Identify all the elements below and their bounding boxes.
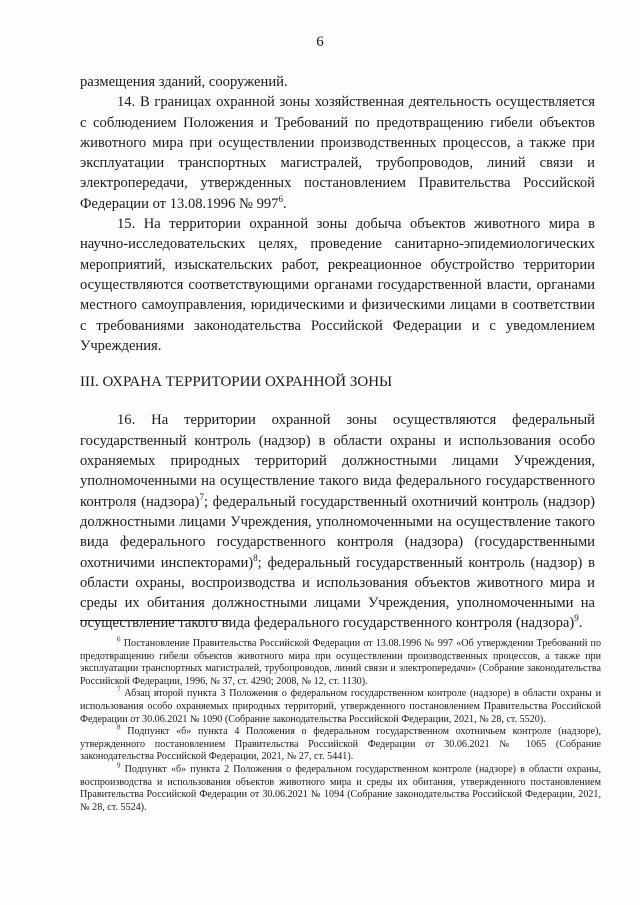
footnote-mark: 9 bbox=[117, 761, 121, 770]
footnote-text: Подпункт «б» пункта 2 Положения о федеральном государственном контроле (надзоре) в области охраны, воспроизводства и использования объектов животного мира и среды их обитания, утвержденного постановлением Правительства Российской Федерации от 30.06.2021 № 1094 (Собрание законодательства Российской Федерации, 2021, № 28, ст. 5524). bbox=[80, 763, 601, 813]
footnotes bbox=[80, 635, 601, 814]
footnote-9 bbox=[80, 761, 601, 814]
footnote-text: Подпункт «б» пункта 4 Положения о федеральном государственном охотничьем контроле (надзоре), утвержденного постановлением Правительства Российской Федерации от 30.06.2021 № 1065 (Собрание законодательства Российской Федерации, 2021, № 27, ст. 5441). bbox=[80, 726, 601, 763]
footnote-ref-9: 9 bbox=[574, 613, 579, 624]
paragraph-13-end: размещения зданий, сооружений. bbox=[80, 74, 288, 90]
footnote-text: Постановление Правительства Российской Федерации от 13.08.1996 № 997 «Об утверждении Требований по предотвращению гибели объектов животного мира при осуществлении производственных процессов, а также при эксплуатации транспортных магистралей, трубопроводов, линий связи и электропередачи» (Собрание законодательства Российской Федерации, 1996, № 37, ст. 4290; 2008, № 12, ст. 1130). bbox=[80, 638, 601, 687]
footnote-ref-7: 7 bbox=[199, 491, 204, 502]
paragraph-16-part-2: ; федеральный государственный охотничий контроль (надзор) должностными лицами Учреждения, уполномоченными на осуществление такого вида федерального государственного контроля (надзора) (государственными охотничими инспекторами) bbox=[80, 493, 595, 571]
footnote-mark: 8 bbox=[117, 723, 121, 732]
document-body bbox=[80, 72, 595, 634]
footnote-8 bbox=[80, 723, 601, 764]
footnote-mark: 6 bbox=[117, 635, 121, 644]
paragraph-14-text: 14. В границах охранной зоны хозяйственная деятельность осуществляется с соблюдением Положения и Требований по предотвращению гибели объектов животного мира при осуществлении производственных процессов, а также при эксплуатации транспортных магистралей, трубопроводов, линий связи и электропередачи, утвержденных постановлением Правительства Российской Федерации от 13.08.1996 № 997 bbox=[80, 94, 595, 212]
footnote-7 bbox=[80, 688, 601, 726]
footnote-6 bbox=[80, 635, 601, 688]
page-number: 6 bbox=[316, 34, 324, 50]
footnote-ref-6: 6 bbox=[278, 193, 283, 204]
paragraph-16-part-3: ; федеральный государственный контроль (надзор) в области охраны, воспроизводства и использования объектов животного мира и среды их обитания должностными лицами Учреждения, уполномоченными на осуществление такого вида федерального государственного контроля (надзора) bbox=[80, 554, 595, 632]
paragraph-16-part-1: 16. На территории охранной зоны осуществляются федеральный государственный контроль (надзор) в области охраны и использования особо охраняемых природных территорий должностными лицами Учреждения, уполномоченными на осуществление такого вида федерального государственного контроля (надзора) bbox=[80, 412, 595, 510]
footnote-ref-8: 8 bbox=[253, 552, 258, 563]
footnote-text: Абзац второй пункта 3 Положения о федеральном государственном контроле (надзоре) в области охраны и использования особо охраняемых природных территорий, утвержденного постановлением Правительства Российской Федерации от 30.06.2021 № 1090 (Собрание законодательства Российской Федерации, 2021, № 28, ст. 5520). bbox=[80, 688, 601, 725]
paragraph-16: 16. На территории охранной зоны осуществляются федеральный государственный контроль (надзор) в области охраны и использования особо охраняемых природных территорий должностными лицами Учреждения, уполномоченными на осуществление такого вида федерального государственного контроля (надзора)$^7$; федеральный государственный охотничий контроль (надзор) должностными лицами Учреждения, уполномоченными на осуществление такого вида федерального государственного контроля (надзора) (государственными охотничими инспекторами)$^8$; федеральный государственный контроль (надзор) в области охраны, воспроизводства и использования объектов животного мира и среды их обитания должностными лицами Учреждения, уполномоченными на осуществление такого вида федерального государственного контроля (надзора)$^9$. bbox=[80, 412, 595, 632]
paragraph-15: 15. На территории охранной зоны добыча объектов животного мира в научно-исследовательских целях, проведение санитарно-эпидемиологических мероприятий, изыскательских работ, рекреационное обустройство территории осуществляются соответствующими органами государственной власти, органами местного самоуправления, юридическими и физическими лицами в соответствии с требованиями законодательства Российской Федерации и с уведомлением Учреждения. bbox=[80, 216, 595, 354]
footnote-separator bbox=[80, 620, 230, 621]
footnote-mark: 7 bbox=[117, 686, 121, 695]
section-heading: III. ОХРАНА ТЕРРИТОРИИ ОХРАННОЙ ЗОНЫ bbox=[80, 374, 393, 391]
paragraph-14: 14. В границах охранной зоны хозяйственная деятельность осуществляется с соблюдением Положения и Требований по предотвращению гибели объектов животного мира при осуществлении производственных процессов, а также при эксплуатации транспортных магистралей, трубопроводов, линий связи и электропередачи, утвержденных постановлением Правительства Российской Федерации от 13.08.1996 № $997^6$. bbox=[80, 94, 595, 212]
